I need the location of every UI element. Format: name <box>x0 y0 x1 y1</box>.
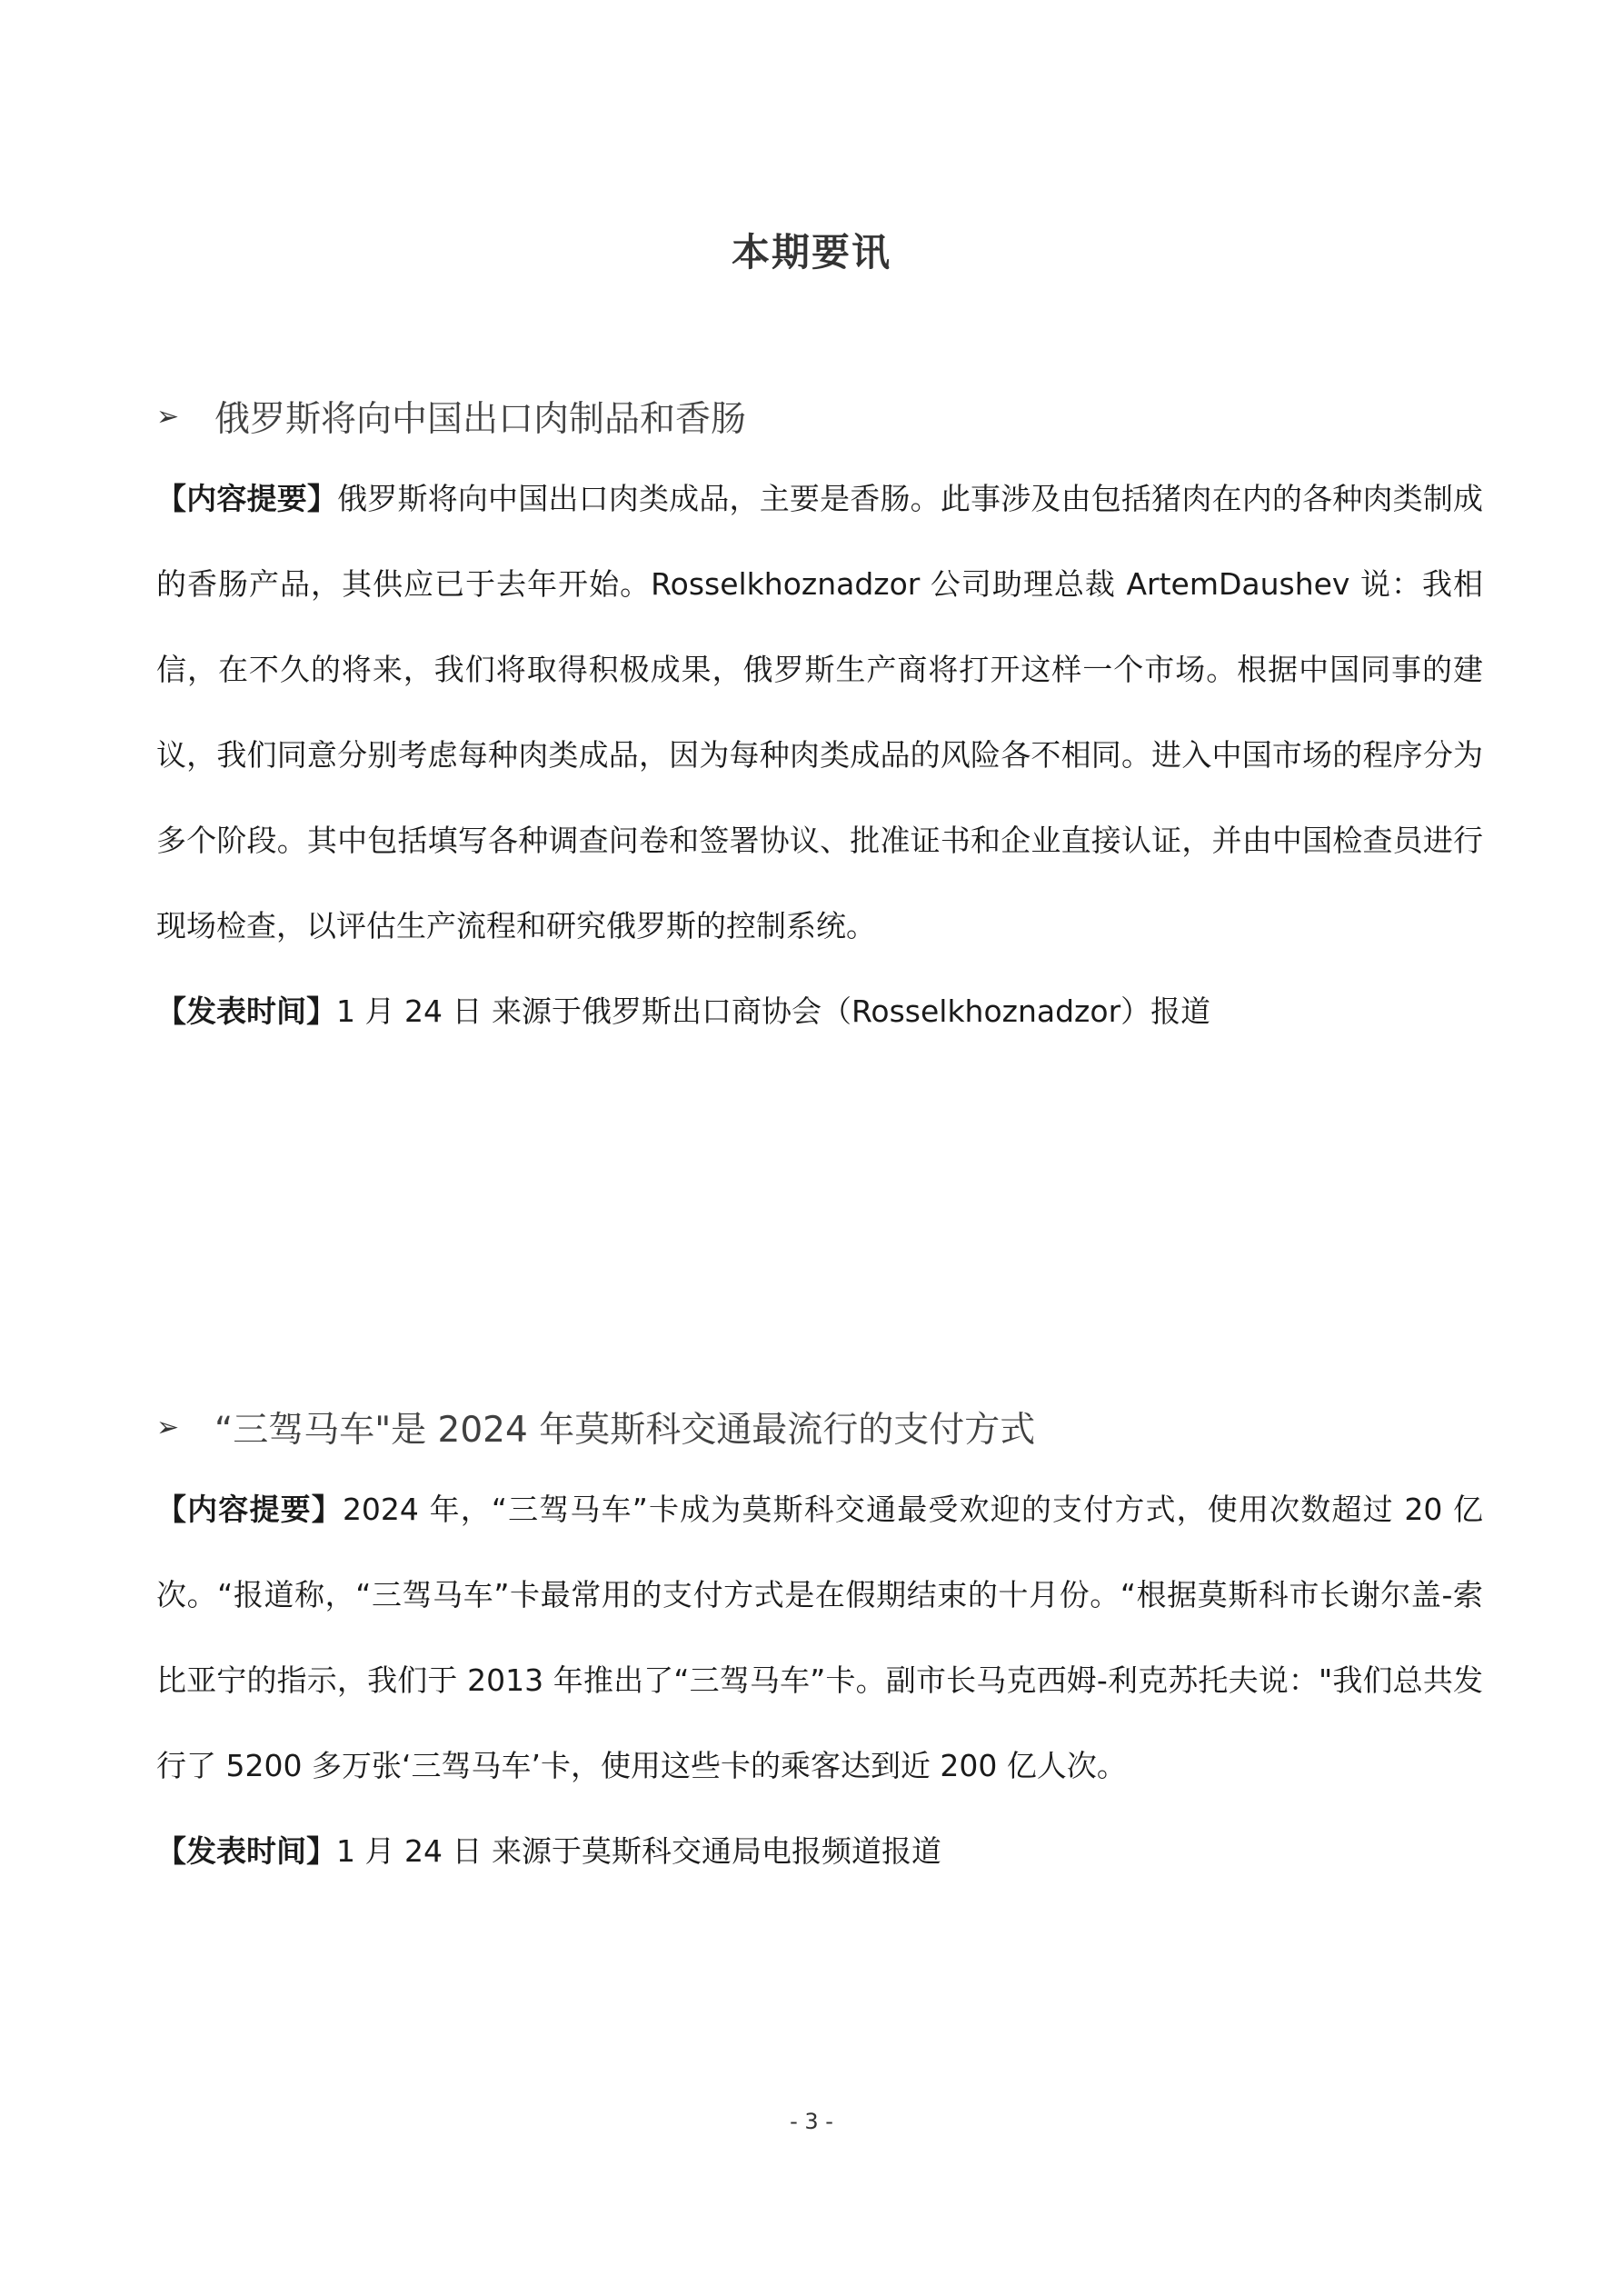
page-title: 本期要讯 <box>731 230 891 275</box>
article-summary <box>156 1467 1483 1809</box>
article-summary <box>156 456 1483 969</box>
date-text: 1 月 24 日 来源于俄罗斯出口商协会（Rosselkhoznadzor）报道 <box>336 993 1211 1029</box>
article-meta <box>156 1809 1483 1894</box>
article-headline-text: 俄罗斯将向中国出口肉制品和香肠 <box>214 399 747 440</box>
arrow-bullet-icon: ➢ <box>156 400 180 433</box>
article-headline-text: “三驾马车"是 2024 年莫斯科交通最流行的支付方式 <box>214 1410 1036 1451</box>
page-number: - 3 - <box>790 2109 833 2134</box>
date-label: 【发表时间】 <box>156 993 336 1029</box>
article-headline <box>156 1400 1483 1454</box>
article-meta <box>156 969 1483 1054</box>
arrow-bullet-icon: ➢ <box>156 1411 180 1443</box>
article-2 <box>156 1400 1483 1894</box>
summary-label: 【内容提要】 <box>156 481 338 516</box>
article-1 <box>156 389 1483 1054</box>
date-label: 【发表时间】 <box>156 1833 336 1869</box>
article-headline <box>156 389 1483 444</box>
summary-text: 2024 年，“三驾马车”卡成为莫斯科交通最受欢迎的支付方式，使用次数超过 20 亿次。“报道称，“三驾马车”卡最常用的支付方式是在假期结束的十月份。“根据莫斯科市长谢尔盖-索比亚宁的指示，我们于 2013 年推出了“三驾马车”卡。副市长马克西姆-利克苏托夫说："我们总共发行了 5200 多万张‘三驾马车’卡，使用这些卡的乘客达到近 200 亿人次。 <box>156 1492 1484 1783</box>
summary-text: 俄罗斯将向中国出口肉类成品，主要是香肠。此事涉及由包括猪肉在内的各种肉类制成的香肠产品，其供应已于去年开始。Rosselkhoznadzor 公司助理总裁 ArtemDaushev 说：我相信，在不久的将来，我们将取得积极成果，俄罗斯生产商将打开这样一个市场。根据中国同事的建议，我们同意分别考虑每种肉类成品，因为每种肉类成品的风险各不相同。进入中国市场的程序分为多个阶段。其中包括填写各种调查问卷和签署协议、批准证书和企业直接认证，并由中国检查员进行现场检查，以评估生产流程和研究俄罗斯的控制系统。 <box>156 481 1484 943</box>
summary-label: 【内容提要】 <box>156 1492 343 1527</box>
date-text: 1 月 24 日 来源于莫斯科交通局电报频道报道 <box>336 1833 941 1869</box>
